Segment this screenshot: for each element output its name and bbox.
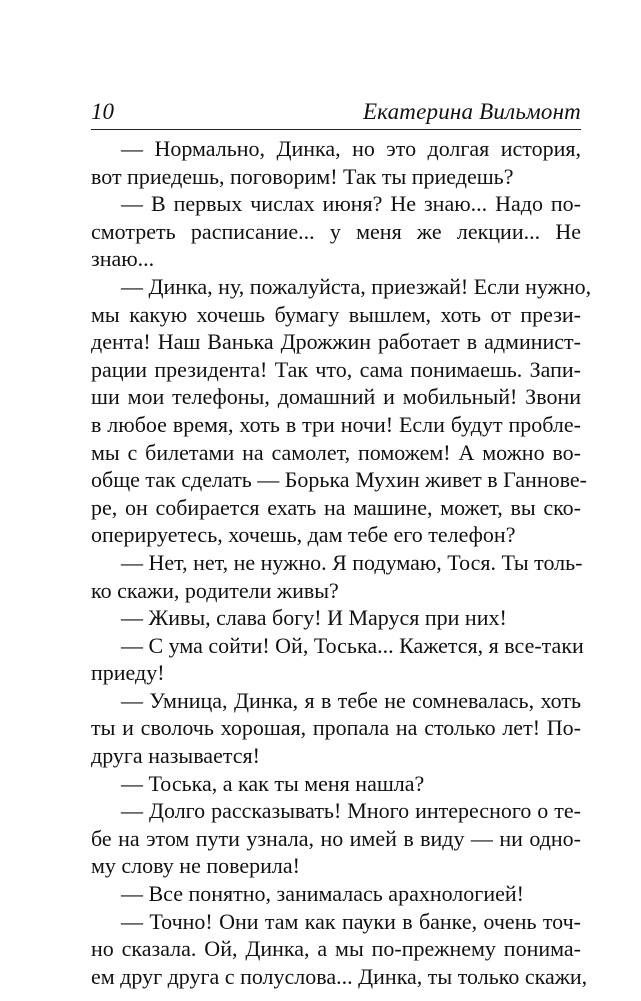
- text-line: — В первых числах июня? Не знаю... Надо по-: [121, 191, 581, 217]
- text-line: му слову не поверила!: [91, 853, 300, 879]
- text-line: — Умница, Динка, я в тебе не сомневалась, хоть: [121, 687, 581, 713]
- text-line: вот приедешь, поговорим! Так ты приедешь?: [91, 163, 514, 189]
- text-line: дента! Наш Ванька Дрожжин работает в админист-: [91, 329, 581, 355]
- text-line: знаю...: [91, 246, 155, 272]
- text-line: рации президента! Так что, сама понимаешь. Запи-: [91, 356, 581, 382]
- text-line: но сказала. Ой, Динка, а мы по-прежнему понима-: [91, 936, 581, 962]
- text-line: ко скажи, родители живы?: [91, 577, 339, 603]
- header-divider: [91, 129, 581, 130]
- text-line: мы какую хочешь бумагу вышлем, хоть от прези-: [91, 301, 581, 327]
- text-line: обще так сделать — Борька Мухин живет в Ганнове-: [91, 467, 587, 493]
- page-number: 10: [91, 99, 114, 124]
- text-line: — Нормально, Динка, но это долгая история,: [121, 136, 581, 161]
- text-line: — Долго рассказывать! Много интересного о те-: [121, 798, 581, 824]
- text-line: ши мои телефоны, домашний и мобильный! Звони: [91, 384, 581, 410]
- text-line: — Динка, ну, пожалуйста, приезжай! Если нужно,: [121, 273, 592, 299]
- text-line: — Все понятно, занималась арахнологией!: [121, 881, 524, 907]
- text-line: ре, он собирается ехать на машине, может, вы ско-: [91, 494, 581, 520]
- text-line: смотреть расписание... у меня же лекции... Не: [91, 218, 581, 244]
- text-line: ем друг друга с полуслова... Динка, ты только скажи,: [91, 963, 588, 989]
- text-line: — Точно! Они там как пауки в банке, очень точ-: [121, 908, 581, 934]
- text-line: — Тоська, а как ты меня нашла?: [121, 770, 425, 796]
- text-line: — Живы, слава богу! И Маруся при них!: [121, 605, 507, 631]
- text-line: оперируетесь, хочешь, дам тебе его телефон?: [91, 522, 516, 548]
- body-text: [91, 135, 592, 990]
- text-line: мы с билетами на самолет, поможем! А можно во-: [91, 439, 581, 465]
- text-line: в любое время, хоть в три ночи! Если будут пробле-: [91, 411, 581, 437]
- page-header: [91, 95, 581, 129]
- text-line: бе на этом пути узнала, но имей в виду — ни одно-: [91, 825, 581, 851]
- running-title: Екатерина Вильмонт: [362, 99, 581, 124]
- text-line: друга называется!: [91, 743, 260, 769]
- text-line: ты и сволочь хорошая, пропала на столько лет! По-: [91, 715, 581, 741]
- text-line: — С ума сойти! Ой, Тоська... Кажется, я все-таки: [121, 632, 584, 658]
- text-line: приеду!: [91, 660, 165, 686]
- text-line: — Нет, нет, не нужно. Я подумаю, Тося. Ты толь-: [121, 549, 583, 575]
